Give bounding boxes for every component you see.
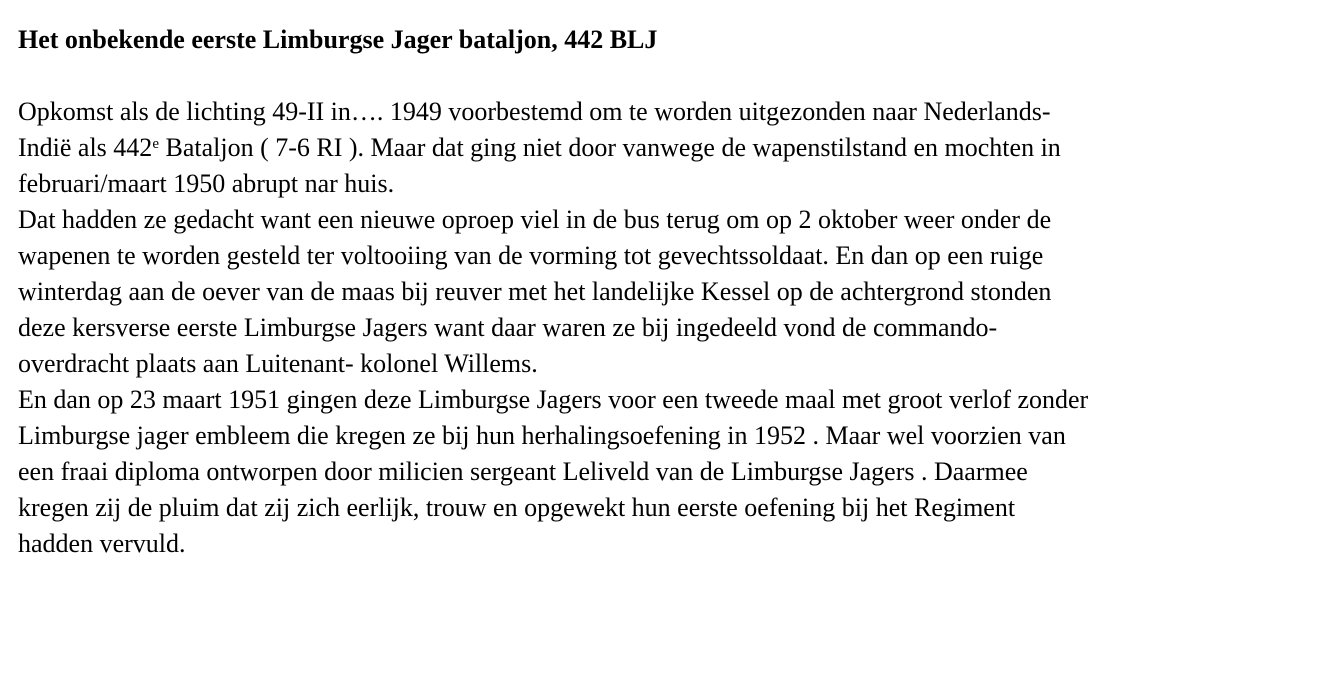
text-line-3: februari/maart 1950 abrupt nar huis.: [18, 169, 395, 198]
text-line-6: winterdag aan de oever van de maas bij reuver met het landelijke Kessel op de achtergrond stonden: [18, 277, 1052, 306]
text-line-2-end: Bataljon ( 7-6 RI ). Maar dat ging niet door vanwege de wapenstilstand en mochten in: [158, 133, 1061, 162]
text-line-10: Limburgse jager embleem die kregen ze bij hun herhalingsoefening in 1952 . Maar wel voorzien van: [18, 421, 1066, 450]
text-line-2-start: Indië als 442: [18, 133, 153, 162]
document-page: [18, 22, 1328, 562]
text-line-1: Opkomst als de lichting 49-II in…. 1949 voorbestemd om te worden uitgezonden naar Nederlands-: [18, 97, 1051, 126]
ordinal-superscript: e: [152, 135, 159, 152]
text-line-9: En dan op 23 maart 1951 gingen deze Limburgse Jagers voor een tweede maal met groot verlof zonder: [18, 385, 1089, 414]
text-line-11: een fraai diploma ontworpen door milicien sergeant Leliveld van de Limburgse Jagers . Daarmee: [18, 457, 1028, 486]
text-line-5: wapenen te worden gesteld ter voltooiing van de vorming tot gevechtssoldaat. En dan op een ruige: [18, 241, 1044, 270]
blank-line: [18, 58, 1328, 94]
document-title: Het onbekende eerste Limburgse Jager bataljon, 442 BLJ: [18, 25, 658, 54]
text-line-12: kregen zij de pluim dat zij zich eerlijk, trouw en opgewekt hun eerste oefening bij het Regiment: [18, 493, 1016, 522]
text-line-2: [18, 130, 1328, 166]
text-line-7: deze kersverse eerste Limburgse Jagers want daar waren ze bij ingedeeld vond de commando-: [18, 313, 998, 342]
text-line-8: overdracht plaats aan Luitenant- kolonel Willems.: [18, 349, 538, 378]
document-body: [18, 94, 1328, 562]
text-line-4: Dat hadden ze gedacht want een nieuwe oproep viel in de bus terug om op 2 oktober weer onder de: [18, 205, 1052, 234]
text-line-13: hadden vervuld.: [18, 529, 186, 558]
